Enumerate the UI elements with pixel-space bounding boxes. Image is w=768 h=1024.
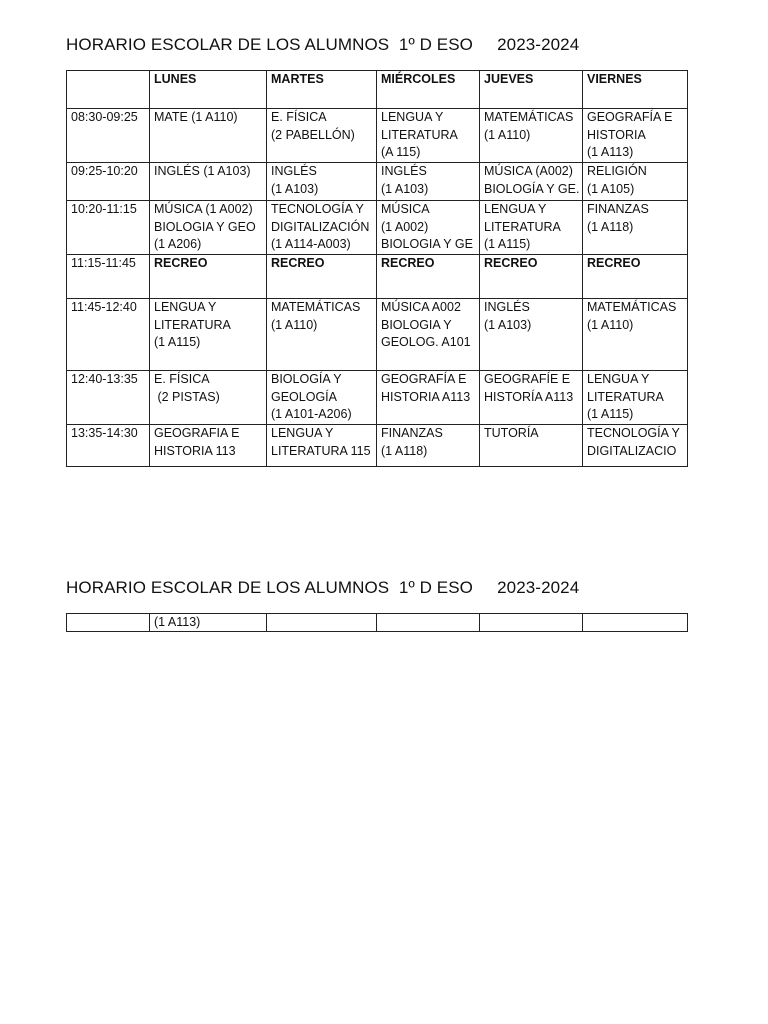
subject-cell <box>267 163 377 201</box>
time-slot: 10:20-11:15 <box>67 201 150 255</box>
subject-line: (1 A118) <box>587 219 634 234</box>
subject-cell <box>480 299 583 371</box>
subject-line: (1 A110) <box>587 317 634 332</box>
page2-title: HORARIO ESCOLAR DE LOS ALUMNOS 1º D ESO 2023-2024 <box>66 578 580 597</box>
page2-cell <box>267 614 377 632</box>
subject-cell <box>267 425 377 467</box>
subject-line: BIOLOGIA Y GEO <box>154 219 256 234</box>
subject-line: BIOLOGÍA Y GE. <box>484 181 580 196</box>
page2-schedule-table <box>66 613 688 632</box>
subject-line: BIOLOGÍA Y <box>271 372 342 386</box>
time-slot: 08:30-09:25 <box>67 109 150 163</box>
subject-line: LITERATURA <box>484 219 561 234</box>
page2-cell: (1 A113) <box>150 614 267 632</box>
subject-line: BIOLOGIA Y <box>381 317 452 332</box>
subject-line: LITERATURA <box>587 389 664 404</box>
subject-cell <box>583 163 688 201</box>
subject-line: TECNOLOGÍA Y <box>587 426 680 440</box>
page-title: HORARIO ESCOLAR DE LOS ALUMNOS 1º D ESO 2023-2024 <box>66 35 580 54</box>
subject-cell <box>480 201 583 255</box>
subject-line: MATEMÁTICAS <box>484 110 574 124</box>
subject-line: (1 A115) <box>484 237 531 251</box>
subject-cell <box>583 109 688 163</box>
subject-cell <box>583 299 688 371</box>
schedule-row <box>67 371 688 425</box>
subject-line: (2 PABELLÓN) <box>271 127 355 142</box>
subject-line: LENGUA Y <box>381 110 444 124</box>
subject-line: FINANZAS <box>381 426 443 440</box>
subject-line: GEOLOG. A101 <box>381 335 471 349</box>
subject-line: (2 PISTAS) <box>154 389 220 404</box>
subject-line: LENGUA Y <box>154 300 217 314</box>
subject-line: LENGUA Y <box>484 202 547 216</box>
schedule-row <box>67 425 688 467</box>
subject-line: HISTORIA <box>587 127 646 142</box>
page2-cell <box>377 614 480 632</box>
subject-line: DIGITALIZACIÓN <box>271 219 370 234</box>
recreo-row <box>67 255 688 299</box>
time-slot: 11:45-12:40 <box>67 299 150 371</box>
subject-line: (1 A115) <box>587 407 634 421</box>
time-slot: 11:15-11:45 <box>67 255 150 299</box>
subject-line: LITERATURA <box>154 317 231 332</box>
subject-cell <box>480 425 583 467</box>
header-row <box>67 71 688 109</box>
subject-line: GEOGRAFÍA E <box>381 372 467 386</box>
recreo-cell: RECREO <box>480 255 583 299</box>
schedule-table <box>66 70 688 467</box>
corner-cell <box>67 71 150 109</box>
subject-line: FINANZAS <box>587 202 649 216</box>
subject-line: (1 A110) <box>271 317 318 332</box>
subject-cell <box>583 201 688 255</box>
day-header: MARTES <box>267 71 377 109</box>
subject-line: (1 A101-A206) <box>271 407 352 421</box>
time-slot: 12:40-13:35 <box>67 371 150 425</box>
subject-line: RELIGIÓN <box>587 164 647 178</box>
subject-cell <box>377 425 480 467</box>
subject-line: (1 A114-A003) <box>271 237 351 251</box>
subject-line: MÚSICA (1 A002) <box>154 202 253 216</box>
subject-line: (1 A002) <box>381 219 429 234</box>
schedule-row <box>67 299 688 371</box>
recreo-cell: RECREO <box>377 255 480 299</box>
schedule-row <box>67 109 688 163</box>
subject-line: GEOLOGÍA <box>271 389 337 404</box>
subject-line: MÚSICA A002 <box>381 300 461 314</box>
subject-line: BIOLOGIA Y GE <box>381 237 473 251</box>
subject-line: (1 A103) <box>271 181 319 196</box>
subject-line: LITERATURA 115 <box>271 443 371 458</box>
schedule-row <box>67 201 688 255</box>
subject-cell <box>377 371 480 425</box>
subject-line: DIGITALIZACIO <box>587 443 677 458</box>
subject-line: INGLÉS <box>381 164 427 178</box>
day-header: MIÉRCOLES <box>377 71 480 109</box>
subject-line: (1 A103) <box>484 317 532 332</box>
subject-line: (1 A118) <box>381 443 428 458</box>
day-header: VIERNES <box>583 71 688 109</box>
subject-cell <box>150 163 267 201</box>
subject-line: (1 A103) <box>381 181 429 196</box>
subject-cell <box>150 425 267 467</box>
schedule-row <box>67 163 688 201</box>
subject-cell <box>480 163 583 201</box>
subject-line: E. FÍSICA <box>271 110 327 124</box>
subject-line: LITERATURA <box>381 127 458 142</box>
day-header: LUNES <box>150 71 267 109</box>
subject-cell <box>267 201 377 255</box>
subject-line: MATEMÁTICAS <box>271 300 361 314</box>
subject-cell <box>267 371 377 425</box>
subject-cell <box>583 371 688 425</box>
recreo-cell: RECREO <box>583 255 688 299</box>
subject-line: LENGUA Y <box>587 372 650 386</box>
subject-cell <box>377 201 480 255</box>
subject-cell <box>150 201 267 255</box>
subject-cell <box>150 109 267 163</box>
subject-line: INGLÉS <box>484 300 530 314</box>
page2-row <box>67 614 688 632</box>
subject-line: MATE (1 A110) <box>154 110 238 124</box>
time-slot: 09:25-10:20 <box>67 163 150 201</box>
subject-line: LENGUA Y <box>271 426 334 440</box>
subject-line: INGLÉS (1 A103) <box>154 164 251 178</box>
subject-cell <box>150 299 267 371</box>
subject-cell <box>480 371 583 425</box>
subject-line: MÚSICA <box>381 202 430 216</box>
subject-line: HISTORIA A113 <box>381 389 471 404</box>
subject-line: TECNOLOGÍA Y <box>271 202 364 216</box>
subject-line: GEOGRAFÍE E <box>484 372 571 386</box>
page2-cell <box>67 614 150 632</box>
recreo-cell: RECREO <box>150 255 267 299</box>
subject-line: (1 A115) <box>154 335 201 349</box>
subject-line: E. FÍSICA <box>154 372 210 386</box>
recreo-cell: RECREO <box>267 255 377 299</box>
subject-line: TUTORÍA <box>484 426 539 440</box>
subject-cell <box>583 425 688 467</box>
subject-cell <box>377 109 480 163</box>
subject-line: HISTORIA 113 <box>154 443 236 458</box>
subject-line: MÚSICA (A002) <box>484 164 573 178</box>
time-slot: 13:35-14:30 <box>67 425 150 467</box>
subject-line: (A 115) <box>381 145 421 159</box>
subject-line: GEOGRAFÍA E <box>587 110 673 124</box>
subject-line: MATEMÁTICAS <box>587 300 677 314</box>
subject-line: (1 A110) <box>484 127 531 142</box>
subject-cell <box>480 109 583 163</box>
page2-cell <box>583 614 688 632</box>
subject-line: (1 A206) <box>154 237 202 251</box>
subject-line: HISTORÍA A113 <box>484 389 574 404</box>
subject-line: (1 A113) <box>587 145 634 159</box>
day-header: JUEVES <box>480 71 583 109</box>
subject-cell <box>150 371 267 425</box>
subject-cell <box>267 109 377 163</box>
subject-line: GEOGRAFIA E <box>154 426 240 440</box>
page2-cell <box>480 614 583 632</box>
subject-cell <box>267 299 377 371</box>
subject-line: (1 A105) <box>587 181 635 196</box>
subject-cell <box>377 299 480 371</box>
subject-line: INGLÉS <box>271 164 317 178</box>
subject-cell <box>377 163 480 201</box>
